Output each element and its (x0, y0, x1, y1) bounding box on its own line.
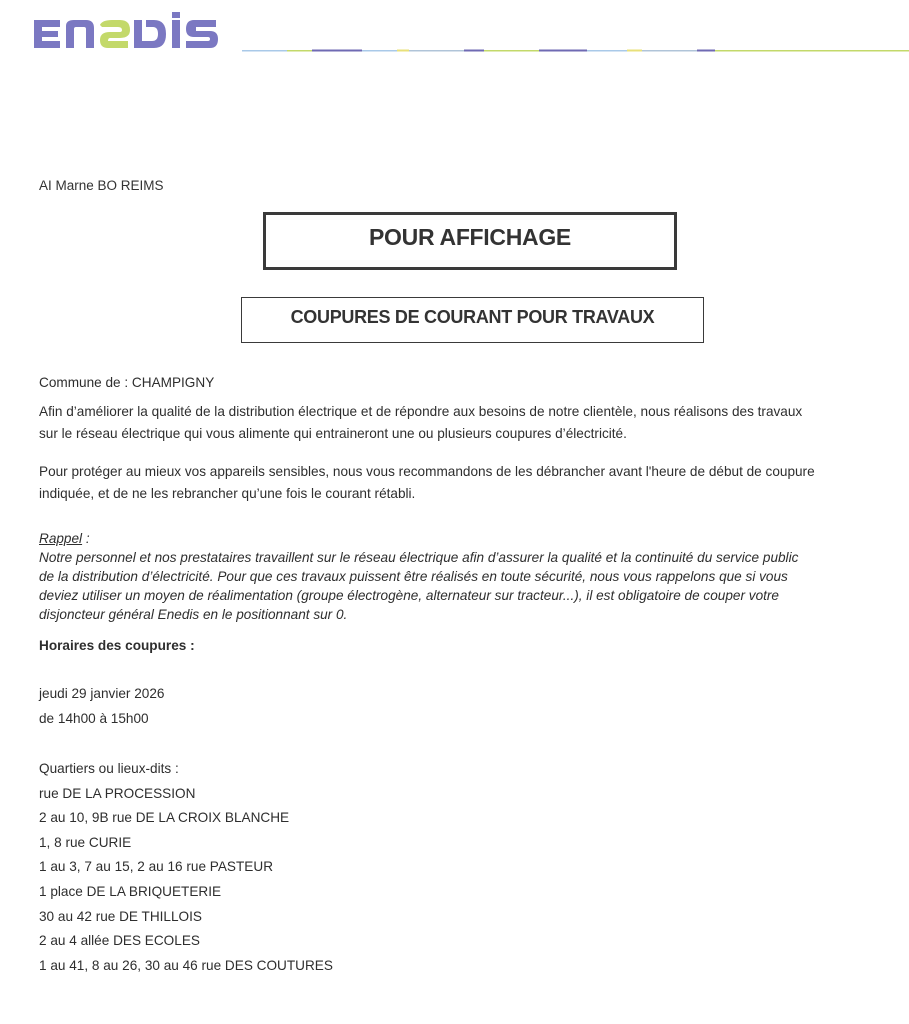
page-subtitle: COUPURES DE COURANT POUR TRAVAUX (290, 306, 655, 327)
schedule-time: de 14h00 à 15h00 (39, 711, 149, 726)
places-block (39, 757, 879, 978)
schedule-heading: Horaires des coupures : (39, 638, 195, 653)
place-item: 1 au 41, 8 au 26, 30 au 46 rue DES COUTURES (39, 957, 333, 973)
rappel-title: Rappel (39, 531, 83, 546)
enedis-logo (30, 8, 230, 56)
intro-paragraph (39, 401, 879, 445)
sender-line: AI Marne BO REIMS (39, 178, 164, 193)
rappel-line: disjoncteur général Enedis en le positionnant sur 0. (39, 607, 348, 622)
page-title: POUR AFFICHAGE (369, 223, 571, 250)
advice-paragraph (39, 461, 879, 505)
rappel-heading (39, 529, 889, 548)
places-heading: Quartiers ou lieux-dits : (39, 761, 179, 776)
rappel-title-suffix: : (82, 531, 90, 546)
rappel-line: Notre personnel et nos prestataires travaillent sur le réseau électrique afin d’assurer la qualité et la continuité du service public (39, 550, 799, 565)
place-item: 30 au 42 rue DE THILLOIS (39, 908, 202, 924)
rappel-line: de la distribution d’électricité. Pour que ces travaux puissent être réalisés en toute sécurité, nous vous rappelons que si vous (39, 569, 788, 584)
paragraph-line: indiquée, et de ne les rebrancher qu’une fois le courant rétabli. (39, 486, 416, 501)
rappel-section (39, 529, 889, 624)
place-item: 1 place DE LA BRIQUETERIE (39, 883, 222, 899)
paragraph-line: sur le réseau électrique qui vous alimente qui entraineront une ou plusieurs coupures d’électricité. (39, 426, 627, 441)
rappel-line: deviez utiliser un moyen de réalimentation (groupe électrogène, alternateur sur tracteur...), il est obligatoire de couper votre (39, 588, 779, 603)
place-item: 1 au 3, 7 au 15, 2 au 16 rue PASTEUR (39, 859, 274, 875)
place-item: rue DE LA PROCESSION (39, 785, 196, 801)
title-box (263, 212, 677, 270)
place-item: 2 au 4 allée DES ECOLES (39, 933, 200, 949)
commune-line: Commune de : CHAMPIGNY (39, 375, 215, 390)
header-decorative-rule (242, 40, 909, 44)
paragraph-line: Afin d’améliorer la qualité de la distribution électrique et de répondre aux besoins de notre clientèle, nous réalisons des travaux (39, 404, 803, 419)
schedule-block (39, 681, 879, 731)
enedis-logo-icon (30, 8, 230, 56)
schedule-date: jeudi 29 janvier 2026 (39, 686, 165, 701)
place-item: 1, 8 rue CURIE (39, 834, 132, 850)
place-item: 2 au 10, 9B rue DE LA CROIX BLANCHE (39, 810, 290, 826)
subtitle-box (241, 297, 704, 343)
paragraph-line: Pour protéger au mieux vos appareils sensibles, nous vous recommandons de les débrancher avant l'heure de début de coupure (39, 464, 815, 479)
